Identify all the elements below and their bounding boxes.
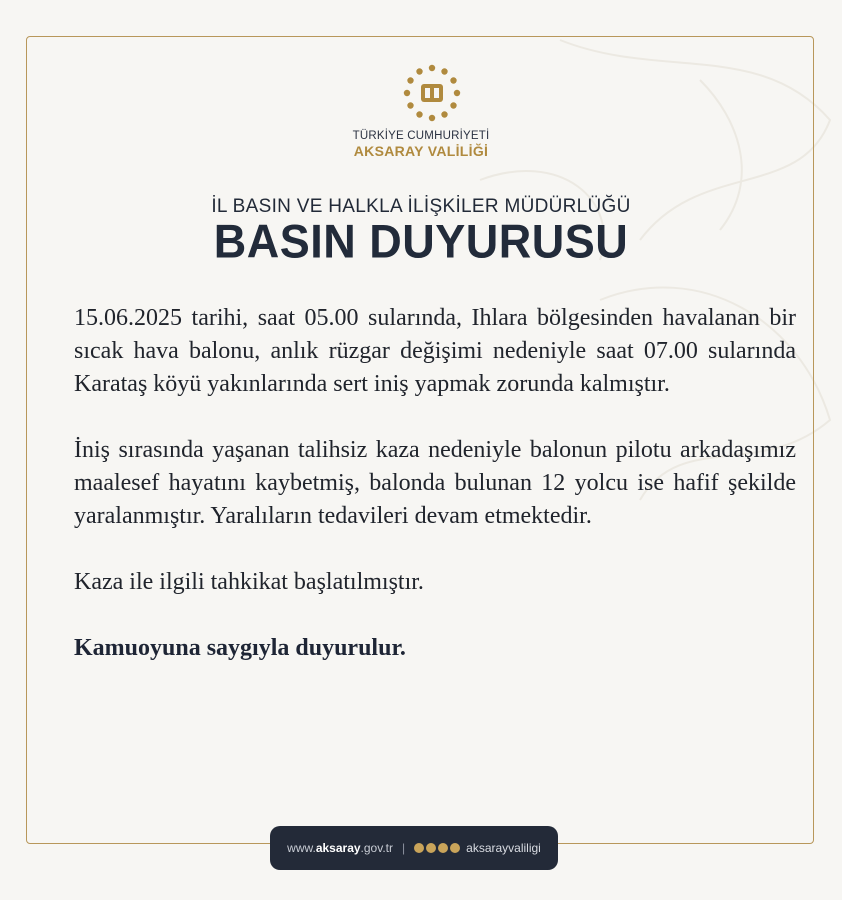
social-handle[interactable]: aksarayvaliligi <box>466 841 541 855</box>
website-domain: aksaray <box>315 841 361 855</box>
page-title: BASIN DUYURUSU <box>213 214 629 269</box>
footer-bar <box>270 826 558 870</box>
org-country-label: TÜRKİYE CUMHURİYETİ <box>352 130 490 142</box>
facebook-icon[interactable] <box>450 843 460 853</box>
twitter-icon[interactable] <box>426 843 436 853</box>
org-governorship-label: AKSARAY VALİLİĞİ <box>353 143 489 159</box>
announcement-paragraph: Kaza ile ilgili tahkikat başlatılmıştır. <box>74 569 424 595</box>
youtube-icon[interactable] <box>438 843 448 853</box>
announcement-paragraph: 15.06.2025 tarihi, saat 05.00 sularında, Ihlara bölgesinden havalanan bir sıcak hava balonu, anlık rüzgar değişimi nedeniyle saat 07.00 sularında Karataş köyü yakınlarında sert iniş yapmak zorunda kalmıştır. <box>74 305 796 397</box>
announcement-body <box>74 302 796 698</box>
announcement-closing: Kamuoyuna saygıyla duyurulur. <box>74 635 406 661</box>
website-suffix: .gov.tr <box>360 841 394 855</box>
social-icons <box>414 843 460 853</box>
instagram-icon[interactable] <box>414 843 424 853</box>
website-link[interactable] <box>287 841 393 855</box>
announcement-paragraph: İniş sırasında yaşanan talihsiz kaza nedeniyle balonun pilotu arkadaşımız maalesef hayatını kaybetmiş, balonda bulunan 12 yolcu ise hafif şekilde yaralanmıştır. Yaralıların tedavileri devam etmektedir. <box>74 437 796 529</box>
aksaray-valiligi-emblem-icon <box>401 62 463 124</box>
department-heading: İL BASIN VE HALKLA İLİŞKİLER MÜDÜRLÜĞÜ <box>211 196 631 217</box>
website-prefix: www. <box>287 841 316 855</box>
footer-separator: | <box>402 841 406 855</box>
